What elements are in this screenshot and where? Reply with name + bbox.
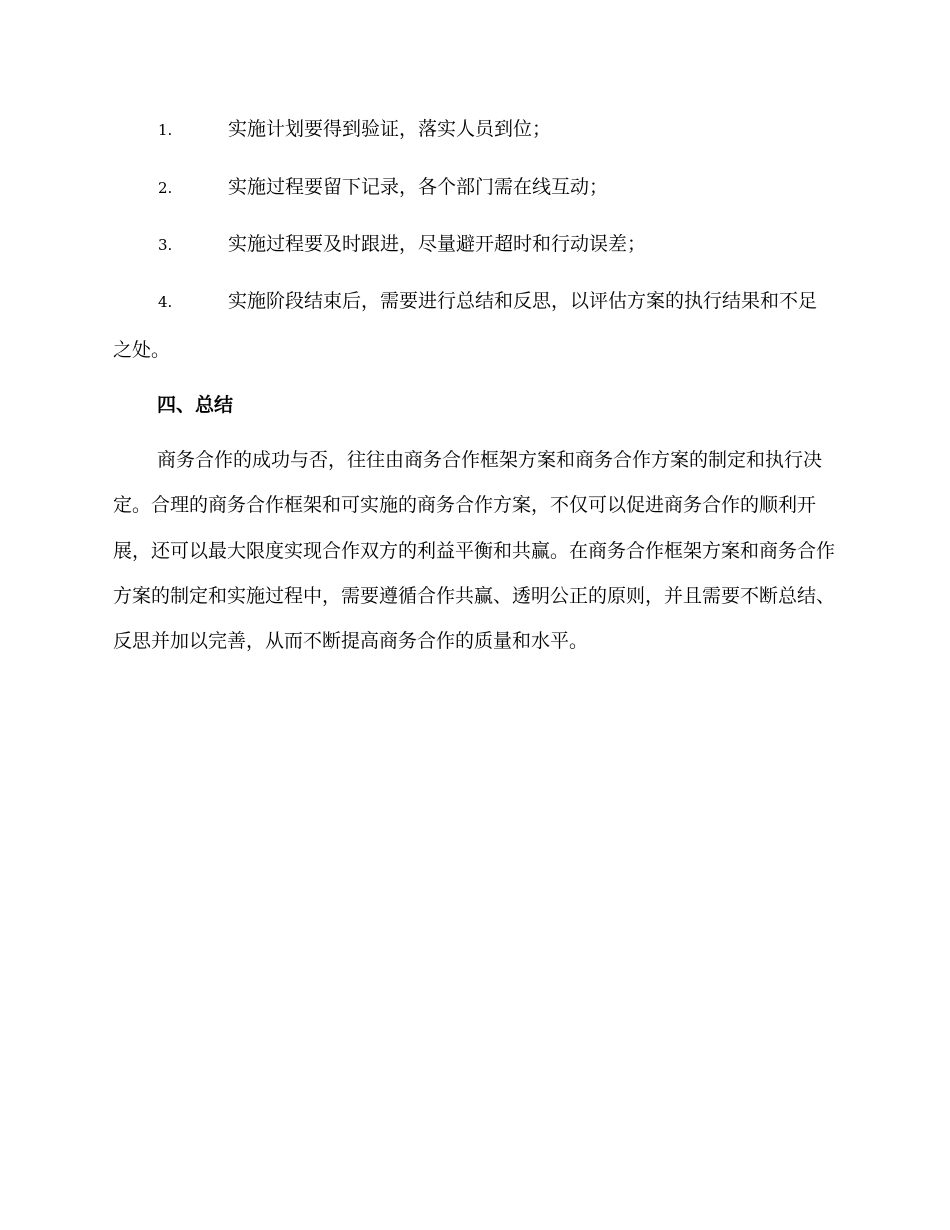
list-number: 3.	[158, 236, 173, 254]
section-title: 四、总结	[157, 394, 234, 416]
list-text: 实施计划要得到验证，落实人员到位；	[228, 118, 552, 140]
list-item	[113, 163, 835, 212]
list-text: 实施过程要留下记录，各个部门需在线互动；	[228, 176, 609, 198]
list-item	[113, 220, 835, 269]
list-text: 实施阶段结束后，需要进行总结和反思，以评估方案的执行结果和不足之处。	[113, 290, 818, 361]
summary-paragraph: 商务合作的成功与否，往往由商务合作框架方案和商务合作方案的制定和执行决定。合理的商务合作框架和可实施的商务合作方案，不仅可以促进商务合作的顺利开展，还可以最大限度实现合作双方的利益平衡和共赢。在商务合作框架方案和商务合作方案的制定和实施过程中，需要遵循合作共赢、透明公正的原则，并且需要不断总结、反思并加以完善，从而不断提高商务合作的质量和水平。	[113, 449, 836, 653]
list-number: 4.	[158, 293, 173, 311]
list-item	[113, 105, 835, 154]
list-text: 实施过程要及时跟进，尽量避开超时和行动误差；	[228, 233, 647, 255]
list-number: 1.	[158, 121, 173, 139]
list-item	[113, 277, 835, 374]
list-number: 2.	[158, 179, 173, 197]
